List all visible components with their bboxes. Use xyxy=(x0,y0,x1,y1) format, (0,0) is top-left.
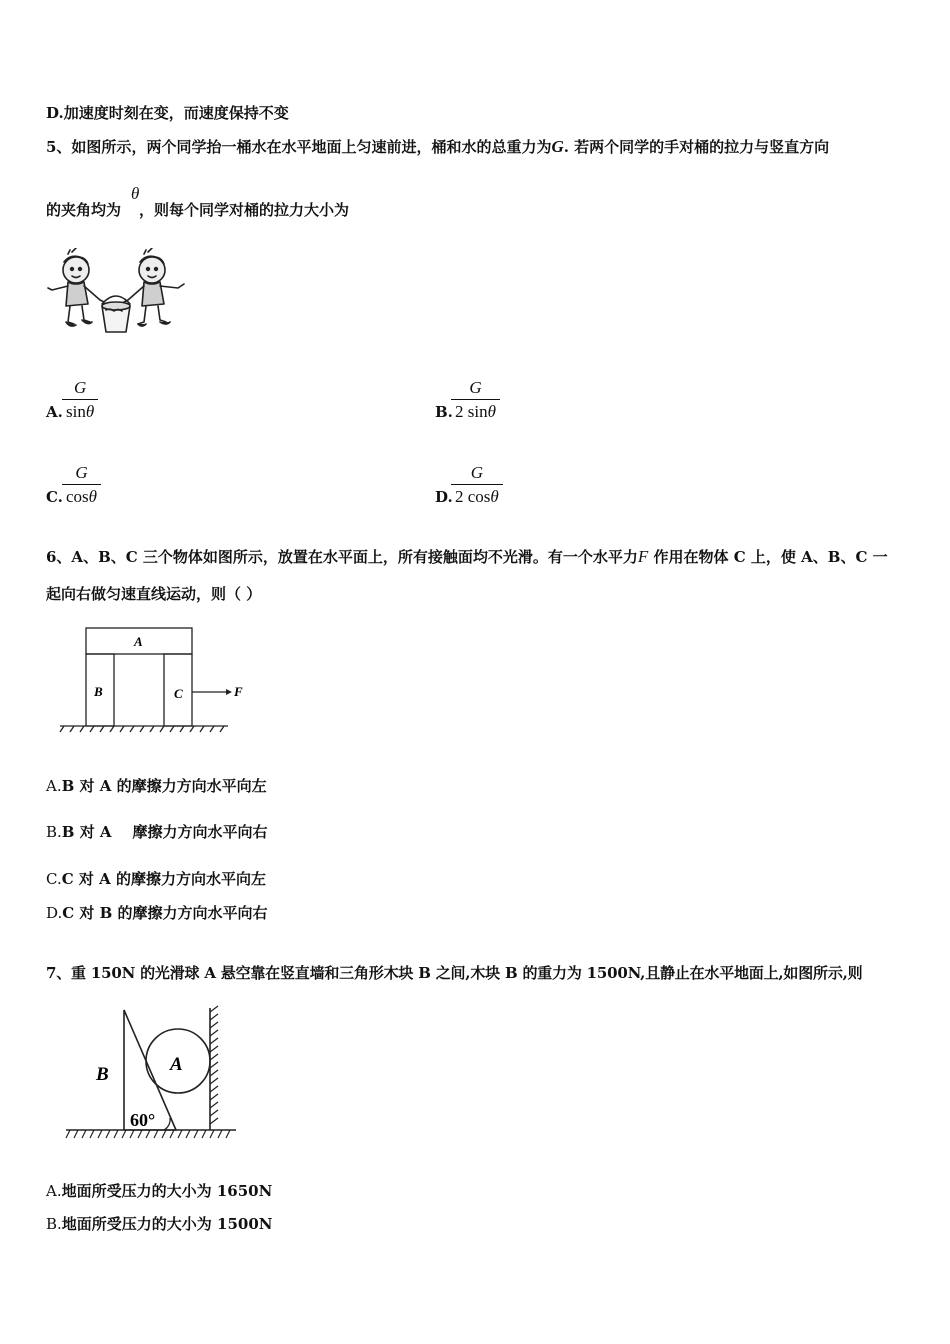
q6-option-a: A.B 对 A 的摩擦力方向水平向左 xyxy=(46,777,267,795)
q5-stem-line2 xyxy=(46,199,349,220)
q5-stem-line2-pre: 的夹角均为 xyxy=(46,201,122,219)
q6-label-a: A xyxy=(134,634,143,649)
q5-option-c-denominator: cosθ xyxy=(66,487,98,506)
q6-option-b: B.B 对 A 摩擦力方向水平向右 xyxy=(46,823,268,841)
q6-option-d: D.C 对 B 的摩擦力方向水平向右 xyxy=(46,904,268,922)
q5-stem-line1-post: . 若两个同学的手对桶的拉力与竖直方向 xyxy=(563,138,830,156)
q5-stem-line1-pre: 5、如图所示，两个同学抬一桶水在水平地面上匀速前进，桶和水的总重力为 xyxy=(46,138,552,156)
q7-ground-hatching xyxy=(66,1130,230,1138)
q7-figure-wedge-ball xyxy=(62,1004,240,1146)
q7-angle-arc xyxy=(164,1118,170,1130)
q5-option-a-fraction xyxy=(62,378,98,422)
q7-option-b: B.地面所受压力的大小为 1500N xyxy=(46,1215,273,1233)
q4-option-d: D.加速度时刻在变，而速度保持不变 xyxy=(46,104,289,122)
q6-variable-f: F xyxy=(637,547,649,566)
q7-option-a: A.地面所受压力的大小为 1650N xyxy=(46,1182,273,1200)
q6-label-c: C xyxy=(174,686,183,701)
q5-option-b-numerator: G xyxy=(469,378,482,397)
q6-label-f: F xyxy=(234,684,243,699)
q5-option-d-numerator: G xyxy=(470,463,484,482)
q6-label-b: B xyxy=(94,684,103,699)
q5-theta-symbol: θ xyxy=(131,184,140,203)
q5-option-c-label: C. xyxy=(46,488,63,506)
q7-label-b: B xyxy=(96,1064,109,1085)
q7-label-a: A xyxy=(170,1054,183,1075)
q5-option-c-fraction xyxy=(62,463,101,507)
q5-option-a-numerator: G xyxy=(73,378,87,397)
q6-force-arrowhead xyxy=(226,689,232,695)
q6-option-c: C.C 对 A 的摩擦力方向水平向左 xyxy=(46,870,266,888)
q6-stem-line1-pre: 6、A、B、C 三个物体如图所示，放置在水平面上，所有接触面均不光滑。有一个水平力 xyxy=(46,548,638,566)
q7-angle-label: 60° xyxy=(130,1110,156,1130)
q5-stem-line2-post: ，则每个同学对桶的拉力大小为 xyxy=(139,201,350,219)
q5-option-b-label: B. xyxy=(435,403,453,421)
q6-figure-blocks xyxy=(56,624,246,734)
q5-stem-line1 xyxy=(46,136,829,157)
q5-option-b-fraction xyxy=(451,378,500,422)
q5-option-d-denominator: 2 cosθ xyxy=(455,487,499,506)
q7-stem-line1: 7、重 150N 的光滑球 A 悬空靠在竖直墙和三角形木块 B 之间,木块 B 的重力为 1500N,且静止在水平地面上,如图所示,则 xyxy=(46,964,863,982)
q5-option-d-label: D. xyxy=(435,488,453,506)
q5-variable-g: G xyxy=(551,137,564,156)
q6-stem-line2: 起向右做匀速直线运动，则（ ） xyxy=(46,585,262,603)
q7-wall-hatching xyxy=(210,1006,218,1124)
q5-option-b-denominator: 2 sinθ xyxy=(455,402,496,421)
q5-figure-students-bucket xyxy=(46,248,190,340)
q5-option-a-denominator: sinθ xyxy=(66,402,95,421)
q5-option-d-fraction xyxy=(451,463,503,507)
q6-stem-line1 xyxy=(46,546,888,567)
q5-option-a-label: A. xyxy=(46,403,63,421)
q6-ground-hatching xyxy=(60,726,224,732)
q6-stem-line1-post: 作用在物体 C 上，使 A、B、C 一 xyxy=(648,548,888,566)
q5-option-c-numerator: G xyxy=(75,463,88,482)
